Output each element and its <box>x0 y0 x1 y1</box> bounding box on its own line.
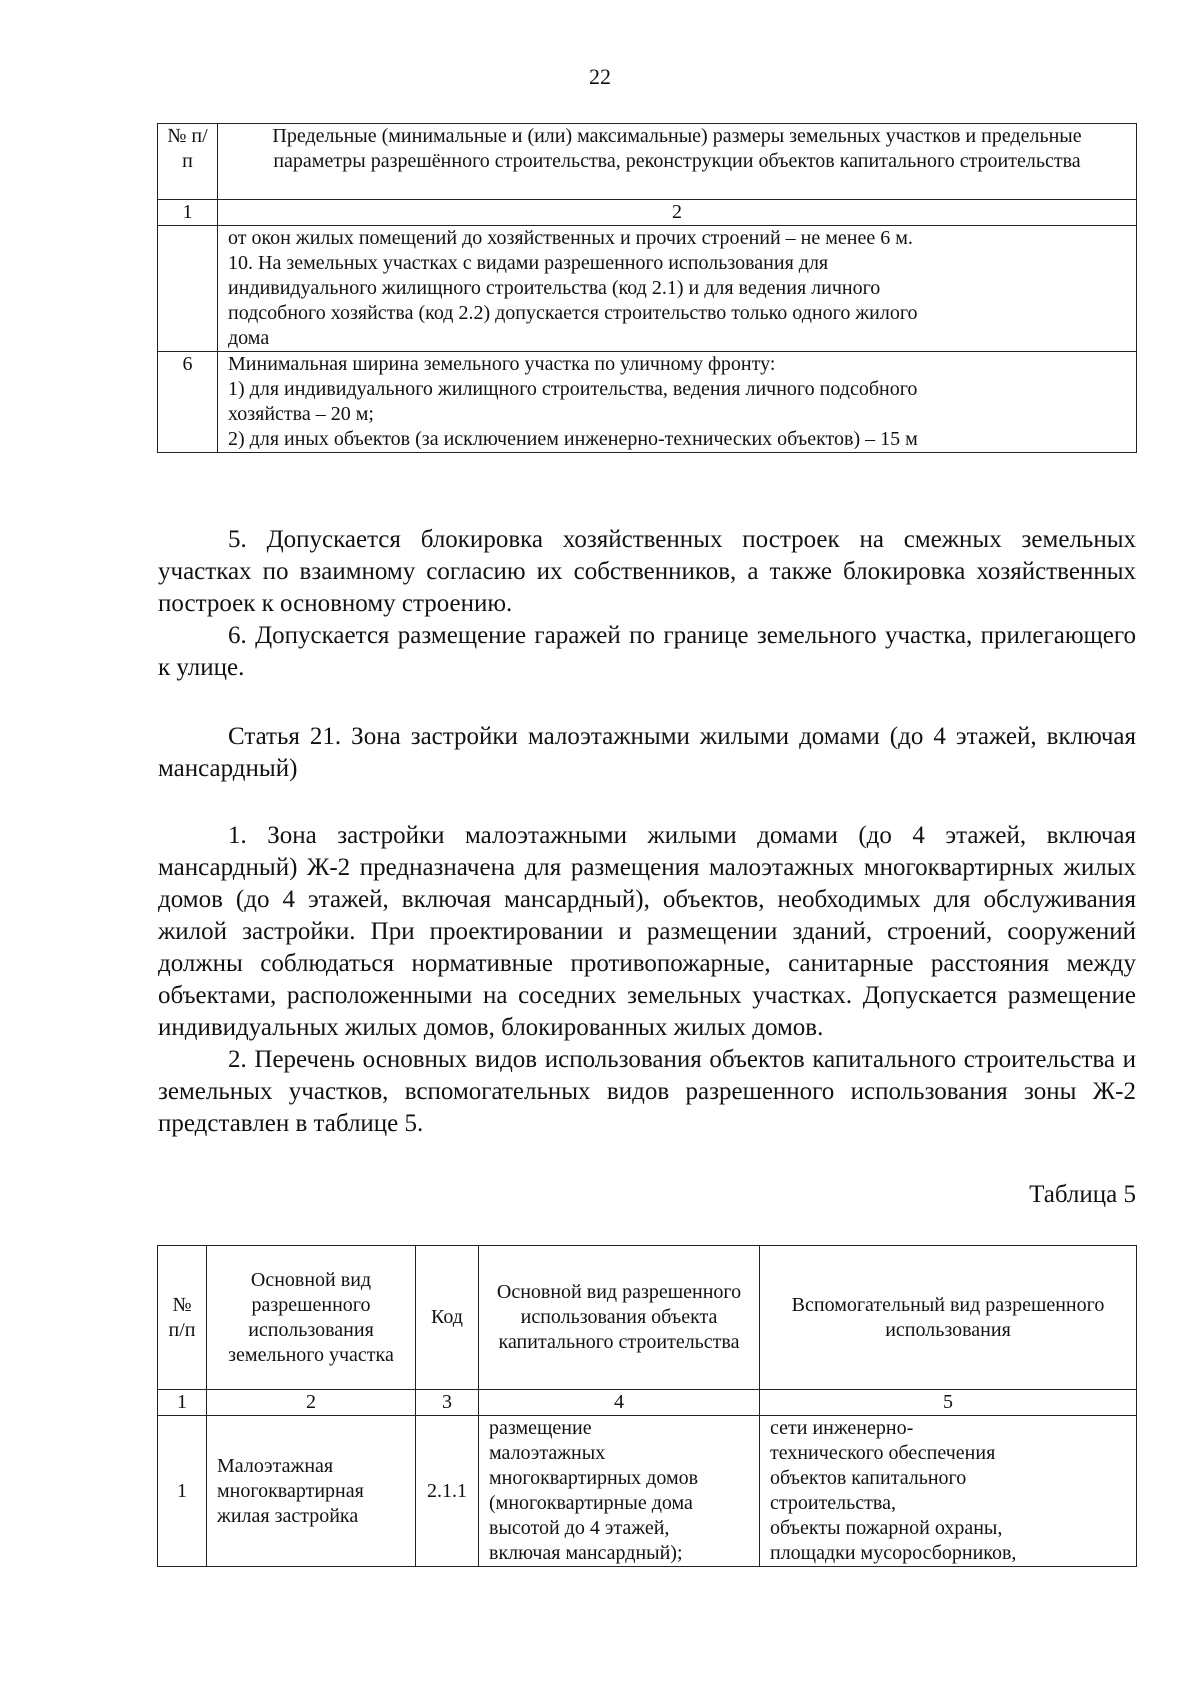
index-cell: 1 <box>158 200 218 226</box>
column-header-parameters: Предельные (минимальные и (или) максимальные) размеры земельных участков и предельные параметры разрешённого строительства, реконструкции объектов капитального строительства <box>218 124 1137 200</box>
column-header-number: № п/п <box>158 1246 207 1390</box>
aux-use-cell <box>760 1416 1137 1567</box>
paragraph-6: 6. Допускается размещение гаражей по границе земельного участка, прилегающего к улице. <box>158 622 1136 681</box>
index-cell: 3 <box>416 1390 479 1416</box>
column-header-aux-use: Вспомогательный вид разрешенного использования <box>760 1246 1137 1390</box>
paragraphs-block-2 <box>158 820 1136 1140</box>
text-line: высотой до 4 этажей, <box>489 1517 670 1539</box>
text-line: строительства, <box>770 1492 896 1514</box>
article-paragraph-1: 1. Зона застройки малоэтажными жилыми домами (до 4 этажей, включая мансардный) Ж-2 предназначена для размещения малоэтажных многоквартирных жилых домов (до 4 этажей, включая мансардный), объектов, необходимых для обслуживания жилой застройки. При проектировании и размещении зданий, строений, сооружений должны соблюдаться нормативные противопожарные, санитарные расстояния между объектами, расположенными на соседних земельных участках. Допускается размещение индивидуальных жилых домов, блокированных жилых домов. <box>158 822 1136 1041</box>
text-line: подсобного хозяйства (код 2.2) допускается строительство только одного жилого <box>228 302 918 324</box>
table-row <box>158 226 1137 352</box>
index-cell: 4 <box>479 1390 760 1416</box>
zone-use-table <box>157 1245 1137 1567</box>
text-line: 1) для индивидуального жилищного строительства, ведения личного подсобного <box>228 378 918 400</box>
land-use-cell: Малоэтажная многоквартирная жилая застройка <box>207 1416 416 1567</box>
row-text <box>218 226 1137 352</box>
row-number: 6 <box>158 352 218 453</box>
code-cell: 2.1.1 <box>416 1416 479 1567</box>
text-line: от окон жилых помещений до хозяйственных и прочих строений – не менее 6 м. <box>228 227 913 249</box>
text-line: технического обеспечения <box>770 1442 996 1464</box>
regulations-table <box>157 123 1137 453</box>
text-line: объекты пожарной охраны, <box>770 1517 1003 1539</box>
table-row <box>158 352 1137 453</box>
article-heading-block <box>158 721 1136 785</box>
text-line: (многоквартирные дома <box>489 1492 693 1514</box>
table-header-row <box>158 124 1137 200</box>
text-line: многоквартирных домов <box>489 1467 699 1489</box>
column-header-code: Код <box>416 1246 479 1390</box>
text-line: размещение <box>489 1417 592 1439</box>
row-number: 1 <box>158 1416 207 1567</box>
text-line: площадки мусоросборников, <box>770 1542 1017 1564</box>
index-cell: 1 <box>158 1390 207 1416</box>
paragraphs-block-1 <box>158 524 1136 684</box>
text-line: хозяйства – 20 м; <box>228 403 374 425</box>
paragraph-5: 5. Допускается блокировка хозяйственных построек на смежных земельных участках по взаимному согласию их собственников, а также блокировка хозяйственных построек к основному строению. <box>158 526 1136 617</box>
article-heading: Статья 21. Зона застройки малоэтажными жилыми домами (до 4 этажей, включая мансардный) <box>158 723 1136 782</box>
text-line: дома <box>228 327 270 349</box>
page-number: 22 <box>589 64 611 89</box>
table-index-row <box>158 1390 1137 1416</box>
table-header-row <box>158 1246 1137 1390</box>
column-header-land-use: Основной вид разрешенного использования земельного участка <box>207 1246 416 1390</box>
column-header-number: № п/п <box>158 124 218 200</box>
index-cell: 2 <box>218 200 1137 226</box>
text-line: включая мансардный); <box>489 1542 683 1564</box>
text-line: малоэтажных <box>489 1442 606 1464</box>
text-line: 2) для иных объектов (за исключением инженерно-технических объектов) – 15 м <box>228 428 918 450</box>
row-text <box>218 352 1137 453</box>
index-cell: 2 <box>207 1390 416 1416</box>
column-header-object-use: Основной вид разрешенного использования объекта капитального строительства <box>479 1246 760 1390</box>
text-line: сети инженерно- <box>770 1417 914 1439</box>
table-row <box>158 1416 1137 1567</box>
text-line: объектов капитального <box>770 1467 967 1489</box>
index-cell: 5 <box>760 1390 1137 1416</box>
table-index-row <box>158 200 1137 226</box>
table-caption: Таблица 5 <box>1029 1181 1136 1208</box>
text-line: 10. На земельных участках с видами разрешенного использования для <box>228 252 829 274</box>
article-paragraph-2: 2. Перечень основных видов использования объектов капитального строительства и земельных участков, вспомогательных видов разрешенного использования зоны Ж-2 представлен в таблице 5. <box>158 1046 1136 1137</box>
text-line: Минимальная ширина земельного участка по уличному фронту: <box>228 353 776 375</box>
text-line: индивидуального жилищного строительства (код 2.1) и для ведения личного <box>228 277 881 299</box>
row-number <box>158 226 218 352</box>
object-use-cell <box>479 1416 760 1567</box>
